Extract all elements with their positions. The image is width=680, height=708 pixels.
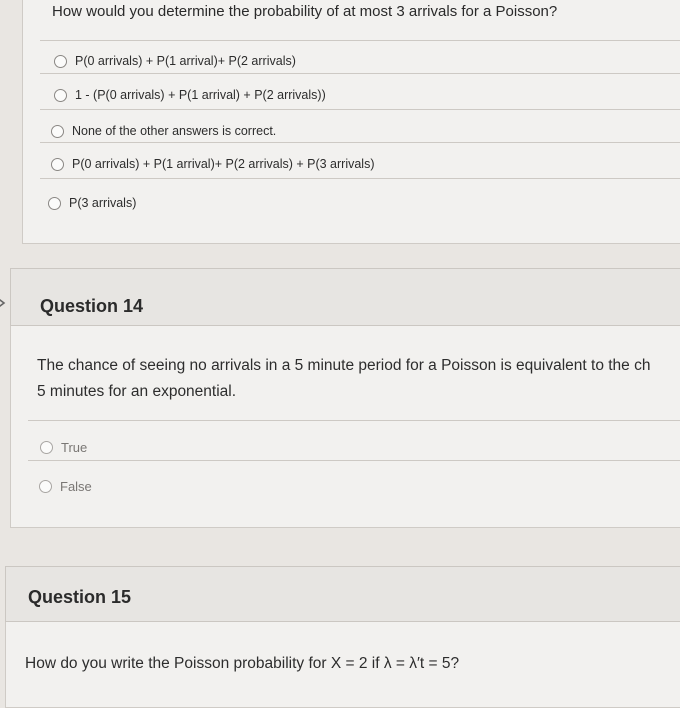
answer-label: P(3 arrivals) [69,196,137,210]
question-15-prompt: How do you write the Poisson probability for X = 2 if λ = λ′t = 5? [25,655,460,672]
answer-label: True [61,440,88,455]
answer-option-false[interactable] [39,479,92,494]
answer-label: P(0 arrivals) + P(1 arrival)+ P(2 arrivals) + P(3 arrivals) [72,157,375,171]
radio-button[interactable] [54,89,67,102]
radio-button[interactable] [39,480,52,493]
radio-button[interactable] [40,441,53,454]
question-14-prompt-line-2: 5 minutes for an exponential. [37,383,237,400]
answer-label: False [60,479,92,494]
radio-button[interactable] [51,158,64,171]
answer-option[interactable] [51,157,375,171]
answer-option[interactable] [48,196,136,210]
answer-label: None of the other answers is correct. [72,124,277,138]
radio-button[interactable] [48,197,61,210]
answer-label: P(0 arrivals) + P(1 arrival)+ P(2 arrivals) [75,54,296,68]
question-14-prompt-line-1: The chance of seeing no arrivals in a 5 minute period for a Poisson is equivalent to the ch [37,357,651,374]
radio-button[interactable] [54,55,67,68]
answer-option[interactable] [51,124,276,138]
answer-label: 1 - (P(0 arrivals) + P(1 arrival) + P(2 arrivals)) [75,88,326,102]
answer-option-true[interactable] [40,440,87,455]
question-13-prompt: How would you determine the probability of at most 3 arrivals for a Poisson? [52,3,558,20]
chevron-right-icon[interactable] [0,296,8,310]
answer-option[interactable] [54,54,296,68]
answer-option[interactable] [54,88,326,102]
question-15-title: Question 15 [28,587,132,607]
radio-button[interactable] [51,125,64,138]
question-14-title: Question 14 [40,296,144,316]
